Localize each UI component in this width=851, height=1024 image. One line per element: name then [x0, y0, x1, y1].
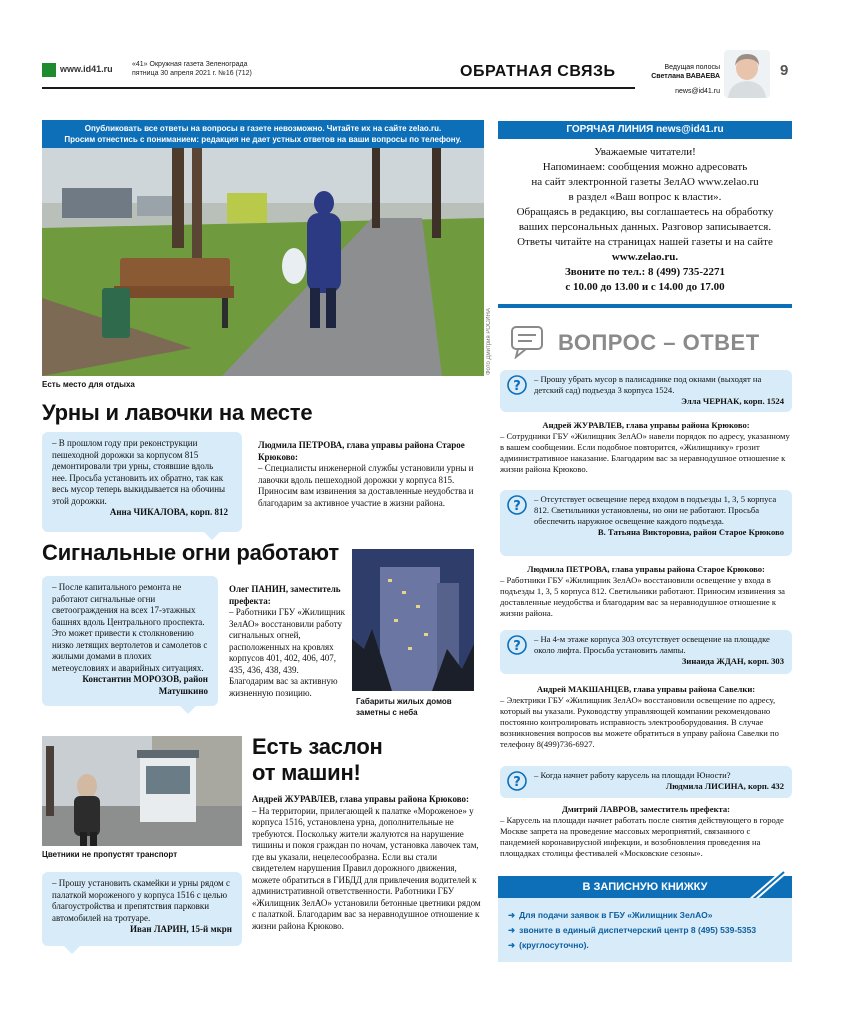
article-2-answer	[229, 584, 345, 699]
answer-text: – Карусель на площади начнет работать после снятия действующего в городе Москве запрета на проведение массовых мероприятий, связанного с пандемией коронавирусной инфекции, и возобновления проведения на площадках столицы фестивалей «Московские сезоны».	[500, 815, 784, 858]
answer-author: Людмила ПЕТРОВА, глава управы района Старое Крюково:	[258, 440, 465, 462]
qa-question	[500, 766, 792, 798]
rubric-title: ОБРАТНАЯ СВЯЗЬ	[460, 63, 616, 80]
pencil-icon	[748, 868, 788, 902]
paper-info	[132, 60, 252, 78]
question-signature: В. Татьяна Викторовна, район Старое Крюково	[597, 527, 784, 537]
hotline-hours: с 10.00 до 13.00 и с 14.00 до 17.00	[565, 281, 725, 293]
answer-text: – Работники ГБУ «Жилищник ЗелАО» восстановили освещение у входа в подъезды 1, 3, 5 корпуса 812. Светильники работают. Приносим извинения за доставленные неудобства и благодарим вас за неравнодушное отношение к жизни района.	[500, 575, 785, 618]
photo-ice-cream-kiosk	[42, 736, 242, 846]
question-signature: Константин МОРОЗОВ, район Матушкино	[82, 674, 208, 696]
hotline-phone: Звоните по тел.: 8 (499) 735-2271	[564, 266, 726, 278]
qa-question	[500, 490, 792, 556]
article-1-title: Урны и лавочки на месте	[42, 400, 313, 425]
hotline-line: Уважаемые читатели!	[594, 146, 696, 158]
question-text: – Отсутствует освещение перед входом в подъезды 1, 3, 5 корпуса 812. Светильники установлены, но они не работают. Просьба обеспечить наружное освещение каждого подъезда.	[534, 494, 777, 526]
article-3-title	[252, 734, 383, 786]
title-line-2: от машин!	[252, 760, 361, 785]
article-1-answer	[258, 440, 480, 509]
qa-answer	[500, 420, 792, 475]
qa-answer	[500, 684, 792, 750]
question-signature: Зинаида ЖДАН, корп. 303	[681, 656, 784, 666]
hotline-line: ваших персональных данных. Разговор записывается.	[518, 221, 772, 233]
question-mark-icon	[507, 771, 527, 791]
photo-caption: Есть место для отдыха	[42, 380, 135, 389]
question-mark-icon	[507, 635, 527, 655]
qa-section-title: ВОПРОС – ОТВЕТ	[558, 330, 760, 355]
qa-question	[500, 370, 792, 412]
article-2-title: Сигнальные огни работают	[42, 540, 339, 565]
host-avatar	[724, 50, 770, 98]
article-1-question	[42, 432, 242, 532]
qa-answer	[500, 564, 792, 619]
newspaper-logo-icon	[42, 63, 56, 77]
host-email[interactable]: news@id41.ru	[675, 88, 720, 95]
question-text: – Прошу установить скамейки и урны рядом с палаткой мороженого у корпуса 1516 с целью благоустройства и препятствия парковки автомобилей на тротуаре.	[52, 878, 230, 923]
notebook-title: В ЗАПИСНУЮ КНИЖКУ	[498, 876, 792, 898]
notice-line-2: Просим отнестись с пониманием: редакция не дает устных ответов на ваши вопросы по телефону.	[64, 135, 462, 144]
qa-question	[500, 630, 792, 674]
photo-park-bench	[42, 148, 484, 376]
question-signature: Анна ЧИКАЛОВА, корп. 812	[109, 507, 228, 517]
answer-author: Андрей ЖУРАВЛЕВ, глава управы района Крюково:	[542, 420, 750, 430]
header-rule	[42, 87, 635, 89]
paper-date: пятница 30 апреля 2021 г. №16 (712)	[132, 70, 252, 77]
answer-text: – Работники ГБУ «Жилищник ЗелАО» восстановили работу сигнальных огней, расположенных на кровлях корпусов 401, 402, 406, 407, 435, 436, 438, 439. Благодарим вас за активную жизненную позицию.	[229, 607, 346, 698]
hotline-line: Ответы читайте на страницах нашей газеты и на сайте	[517, 236, 773, 248]
question-text: – После капитального ремонта не работают сигнальные огни светоограждения на всех 17-этажных башнях вдоль Центрального проспекта. Это может привести к столкновению низко летящих вертолетов и самолетов с жилыми домами в плохих метеоусловиях и аварийных ситуациях.	[52, 582, 208, 673]
question-signature: Элла ЧЕРНАК, корп. 1524	[681, 396, 784, 406]
question-mark-icon	[507, 495, 527, 515]
question-text: – Прошу убрать мусор в палисаднике под окнами (выходят на детский сад) подъезда 3 корпуса 1524.	[534, 374, 762, 395]
title-line-1: Есть заслон	[252, 734, 383, 759]
question-signature: Людмила ЛИСИНА, корп. 432	[665, 781, 784, 791]
answer-text: – Сотрудники ГБУ «Жилищник ЗелАО» навели порядок по адресу, указанному в вашем сообщении. Если подобное повторится, «Жилищнику» грозит административное наказание. Благодарим вас за неравнодушное отношение к жизни района Крюково.	[500, 431, 790, 474]
answer-author: Олег ПАНИН, заместитель префекта:	[229, 584, 341, 606]
hotline-line: в раздел «Ваш вопрос к власти».	[568, 191, 722, 203]
qa-answer	[500, 804, 792, 859]
hotline-line: Обращаясь в редакцию, вы соглашаетесь на обработку	[516, 206, 774, 218]
article-3-question	[42, 872, 242, 946]
question-mark-icon	[507, 375, 527, 395]
notebook-line-3: ➜ (круглосуточно).	[508, 940, 589, 950]
host-info	[640, 63, 720, 81]
svg-text:?: ?	[513, 379, 521, 394]
hotline-line: www.zelao.ru.	[611, 251, 679, 263]
paper-title: «41» Окружная газета Зеленограда	[132, 61, 248, 68]
photo-tower-building	[352, 549, 474, 691]
article-3-answer	[252, 794, 482, 932]
svg-text:?: ?	[513, 639, 521, 654]
hotline-line: Напоминаем: сообщения можно адресовать	[542, 161, 748, 173]
article-2-question	[42, 576, 218, 706]
svg-text:?: ?	[513, 499, 521, 514]
answer-author: Людмила ПЕТРОВА, глава управы района Старое Крюково:	[527, 564, 765, 574]
notebook-line-2: ➜ звоните в единый диспетчерский центр 8 (495) 539-5353	[508, 925, 757, 935]
chat-bubble-icon	[510, 325, 546, 359]
question-text: – В прошлом году при реконструкции пешеходной дорожки за корпусом 815 демонтировали три урны, стоявшие вдоль нее. Просьба установить их обратно, так как весь мусор теперь выкидывается на обочины этой дорожки.	[52, 438, 226, 506]
notice-line-1: Опубликовать все ответы на вопросы в газете невозможно. Читайте их на сайте zelao.ru.	[84, 124, 442, 133]
answer-text: – Специалисты инженерной службы установили урны и лавочки вдоль пешеходной дорожки у корпуса 815. Приносим вам извинения за доставленные неудобства и благодарим за активное участие в жизни района.	[258, 463, 474, 508]
answer-text: – Электрики ГБУ «Жилищник ЗелАО» восстановили освещение по адресу, который вы указали. Руководству управляющей компании рекомендовано постоянно контролировать исправность электрооборудования. В случае возникновения вопросов вы можете обратиться в управу района Савелки по телефону 8(499)736-6927.	[500, 695, 779, 749]
hotline-body	[498, 145, 792, 295]
page-number: 9	[780, 62, 789, 79]
notebook-line-1: ➜ Для подачи заявок в ГБУ «Жилищник ЗелАО»	[508, 910, 713, 920]
notebook-body	[498, 898, 792, 962]
answer-author: Андрей ЖУРАВЛЕВ, глава управы района Крюково:	[252, 794, 470, 804]
question-text: – Когда начнет работу карусель на площади Юности?	[534, 770, 731, 780]
hotline-title: ГОРЯЧАЯ ЛИНИЯ news@id41.ru	[498, 121, 792, 139]
host-name: Светлана ВАВАЕВА	[651, 73, 720, 80]
hotline-line: на сайт электронной газеты ЗелАО www.zelao.ru	[531, 176, 759, 188]
svg-text:?: ?	[513, 775, 521, 790]
answer-author: Дмитрий ЛАВРОВ, заместитель префекта:	[561, 804, 731, 814]
hotline-rule	[498, 304, 792, 308]
question-signature: Иван ЛАРИН, 15-й мкрн	[130, 924, 232, 934]
photo-caption: Габариты жилых домов заметны с неба	[356, 697, 452, 717]
notice-banner	[42, 120, 484, 148]
host-label: Ведущая полосы	[664, 64, 720, 71]
question-text: – На 4-м этаже корпуса 303 отсутствует освещение на площадке около лифта. Просьба установить лампы.	[534, 634, 770, 655]
photo-credit: Фото Дмитрия РОСИНА	[486, 308, 492, 375]
answer-author: Андрей МАКШАНЦЕВ, глава управы района Савелки:	[536, 684, 756, 694]
photo-caption: Цветники не пропустят транспорт	[42, 850, 178, 859]
answer-text: – На территории, прилегающей к палатке «Мороженое» у корпуса 1516, установлена урна, дополнительные не требуются. Поскольку жители жалуются на нарушение тишины и покоя граждан по ночам, установка лавочек там, где вы указали, нецелесообразна. Если вы стали свидетелем нарушения Правил дорожного движения, можете обратиться в ГИБДД для привлечения водителей к административной ответственности. Работники ГБУ «Жилищник ЗелАО» установили бетонные цветники рядом с палаткой. Благодарим вас за неравнодушное отношение к жизни района Крюково.	[252, 805, 481, 931]
site-url[interactable]: www.id41.ru	[60, 64, 113, 74]
